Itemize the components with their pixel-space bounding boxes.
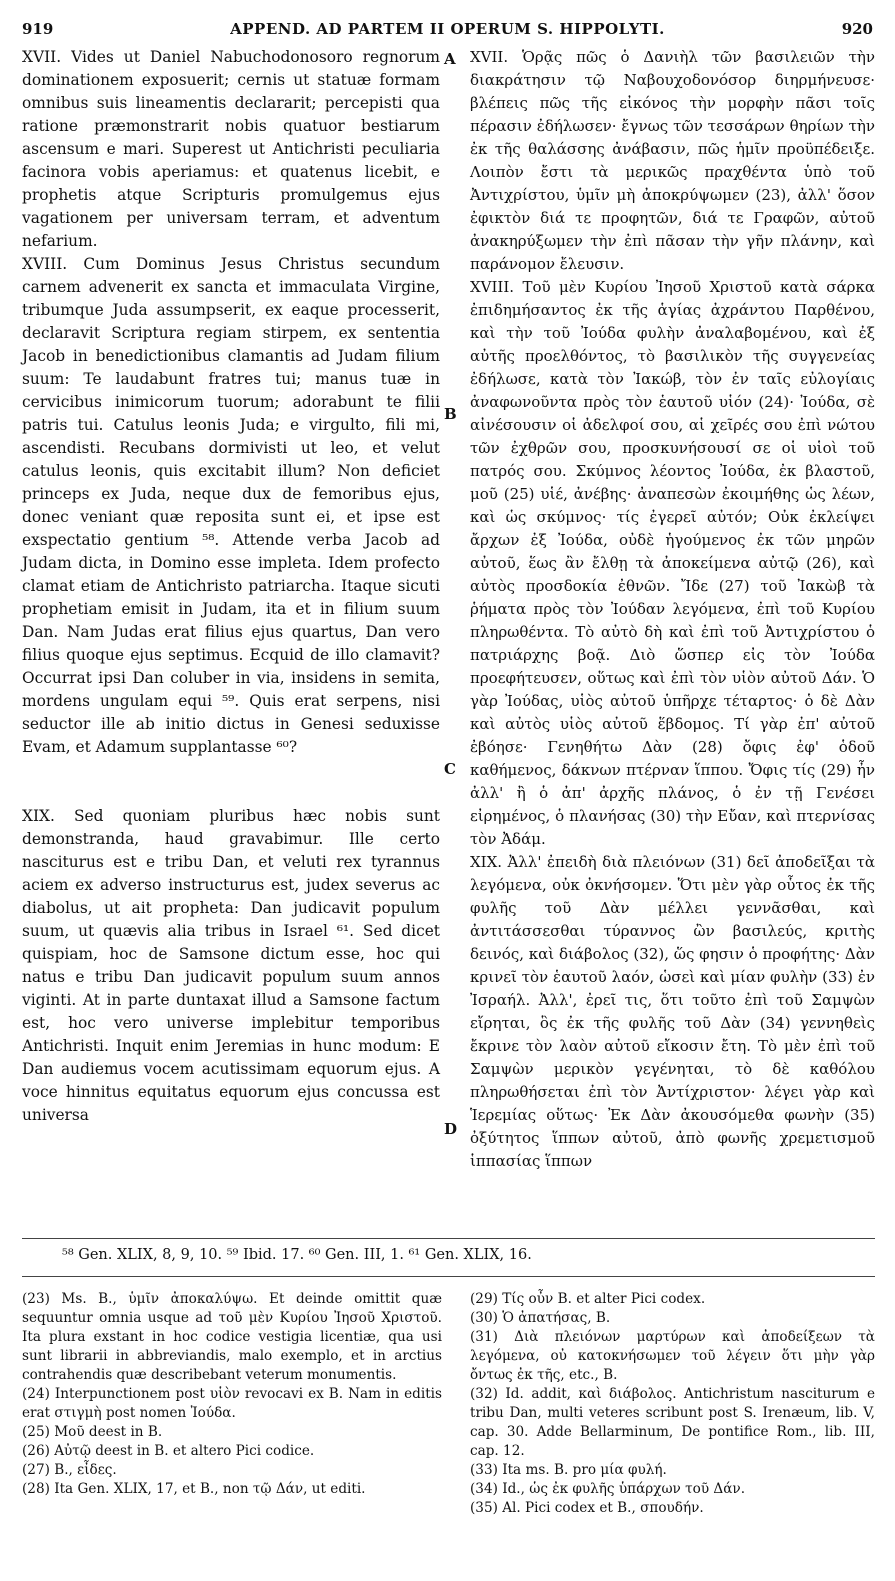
page-number-left: 919 xyxy=(22,20,54,38)
note-33: (33) Ita ms. B. pro μία φυλή. xyxy=(470,1462,667,1478)
latin-column xyxy=(22,46,440,1127)
note-28: (28) Ita Gen. XLIX, 17, et B., non τῷ Δάν, ut editi. xyxy=(22,1481,366,1497)
greek-paragraph-xix: XIX. Ἀλλ' ἐπειδὴ διὰ πλειόνων (31) δεῖ ἀποδεῖξαι τὰ λεγόμενα, οὐκ ὀκνήσομεν. Ὅτι μὲν γὰρ οὗτος ἐκ τῆς φυλῆς τοῦ Δὰν μέλλει γεννᾶσθαι, καὶ ἀντιτάσσεσθαι τύραννος ὢν βασιλεύς, κριτὴς δεινός, καὶ διάβολος (32), ὥς φησιν ὁ προφήτης· Δὰν κρινεῖ τὸν ἑαυτοῦ λαόν, ὡσεὶ καὶ μίαν φυλὴν (33) ἐν Ἰσραήλ. Ἀλλ', ἐρεῖ τις, ὅτι τοῦτο ἐπὶ τοῦ Σαμψὼν εἴρηται, ὃς ἐκ τῆς φυλῆς τοῦ Δὰν (34) γεννηθεὶς ἔκρινε τὸν λαὸν αὐτοῦ εἴκοσιν ἔτη. Τὸ μὲν ἐπὶ τοῦ Σαμψὼν μερικὸν γεγένηται, τὸ δὲ καθόλου πληρωθήσεται ἐπὶ τὸν Ἀντίχριστον· λέγει γὰρ καὶ Ἱερεμίας οὕτως· Ἐκ Δὰν ἀκουσόμεθα φωνὴν (35) ὀξύτητος ἵππων αὐτοῦ, ἀπὸ φωνῆς χρεμετισμοῦ ἱππασίας ἵππων xyxy=(470,853,875,1170)
notes-left-column xyxy=(22,1290,442,1499)
latin-paragraph-xviii: XVIII. Cum Dominus Jesus Christus secundum carnem advenerit ex sancta et immaculata Virgine, tribumque Juda assumpserit, ex eaque processerit, declaravit Scriptura regiam stirpem, ex sententia Jacob in benedictionibus clamantis ad Judam filium suum: Te laudabunt fratres tui; manus tuæ in cervicibus inimicorum tuorum; adorabunt te filii patris tui. Catulus leonis Juda; e virgulto, fili mi, ascendisti. Recubans dormivisti ut leo, et velut catulus leonis, quis excitabit illum? Non deficiet princeps ex Juda, neque dux de femoribus ejus, donec veniant quæ reposita sunt ei, et ipse est exspectatio gentium ⁵⁸. Attende verba Jacob ad Judam dicta, in Domino esse impleta. Idem profecto clamat etiam de Antichristo patriarcha. Itaque sicuti prophetiam emisit in Judam, ita et in filium suum Dan. Nam Judas erat filius ejus quartus, Dan vero filius quoque ejus septimus. Ecquid de illo clamavit? Occurrat ipsi Dan coluber in via, insidens in semita, mordens ungulam equi ⁵⁹. Quis erat serpens, nisi seductor ille ab initio dictus in Genesi seduxisse Evam, et Adamum supplantasse ⁶⁰? xyxy=(22,255,440,756)
note-25: (25) Μοῦ deest in B. xyxy=(22,1424,163,1440)
note-26: (26) Αὐτῷ deest in B. et altero Pici codice. xyxy=(22,1443,315,1459)
note-31: (31) Διὰ πλειόνων μαρτύρων καὶ ἀποδείξεων τὰ λεγόμενα, οὐ κατοκνήσωμεν τοῦ λέγειν ὅτι μὴν γὰρ ὄντως ἐκ τῆς, etc., B. xyxy=(470,1329,875,1383)
note-23: (23) Ms. B., ὑμῖν ἀποκαλύψω. Et deinde omittit quæ sequuntur omnia usque ad τοῦ μὲν Κυρίου Ἰησοῦ Χριστοῦ. Ita plura exstant in hoc codice vestigia licentiæ, qua usi sunt librarii in abbreviandis, malo exemplo, et in arctius contrahendis quæ describebant veterum monumentis. xyxy=(22,1291,442,1383)
greek-paragraph-xviii: XVIII. Τοῦ μὲν Κυρίου Ἰησοῦ Χριστοῦ κατὰ σάρκα ἐπιδημήσαντος ἐκ τῆς ἁγίας ἀχράντου Παρθένου, καὶ τὴν τοῦ Ἰούδα φυλὴν ἀναλαβομένου, καὶ ἐξ αὐτῆς προελθόντος, τὸ βασιλικὸν τῆς συγγενείας ἐδήλωσε, κατὰ τὸν Ἰακώβ, τὸν ἐν ταῖς εὐλογίαις ἀναφωνοῦντα πρὸς τὸν ἑαυτοῦ υἱόν (24)· Ἰούδα, σὲ αἰνέσουσιν οἱ ἀδελφοί σου, αἱ χεῖρές σου ἐπὶ νώτου τῶν ἐχθρῶν σου, προσκυνήσουσί σε οἱ υἱοὶ τοῦ πατρός σου. Σκύμνος λέοντος Ἰούδα, ἐκ βλαστοῦ, μοῦ (25) υἱέ, ἀνέβης· ἀναπεσὼν ἐκοιμήθης ὡς λέων, καὶ ὡς σκύμνος· τίς ἐγερεῖ αὐτόν; Οὐκ ἐκλείψει ἄρχων ἐξ Ἰούδα, οὐδὲ ἡγούμενος ἐκ τῶν μηρῶν αὐτοῦ, ἕως ἂν ἔλθῃ τὰ ἀποκείμενα αὐτῷ (26), καὶ αὐτὸς προσδοκία ἐθνῶν. Ἴδε (27) τοῦ Ἰακὼβ τὰ ῥήματα πρὸς τὸν Ἰούδαν λεγόμενα, ἐπὶ τοῦ Κυρίου πληρωθέντα. Τὸ αὐτὸ δὴ καὶ ἐπὶ τοῦ Ἀντιχρίστου ὁ πατριάρχης βοᾷ. Διὸ ὥσπερ εἰς τὸν Ἰούδα προεφήτευσεν, οὕτως καὶ ἐπὶ τὸν υἱὸν αὐτοῦ Δάν. Ὁ γὰρ Ἰούδας, υἱὸς αὐτοῦ ὑπῆρχε τέταρτος· ὁ δὲ Δὰν καὶ αὐτὸς υἱὸς αὐτοῦ ἕβδομος. Τί γὰρ ἐπ' αὐτοῦ ἐβόησε· Γενηθήτω Δὰν (28) ὄφις ἐφ' ὁδοῦ καθήμενος, δάκνων πτέρναν ἵππου. Ὄφις τίς (29) ἦν ἀλλ' ἢ ὁ ἀπ' ἀρχῆς πλάνος, ὁ ἐν τῇ Γενέσει εἰρημένος, ὁ πλανήσας (30) τὴν Εὔαν, καὶ πτερνίσας τὸν Ἀδάμ. xyxy=(470,278,875,848)
scripture-references: ⁵⁸ Gen. XLIX, 8, 9, 10. ⁵⁹ Ibid. 17. ⁶⁰ Gen. III, 1. ⁶¹ Gen. XLIX, 16. xyxy=(62,1247,532,1263)
note-24: (24) Interpunctionem post υἱὸν revocavi ex B. Nam in editis erat στιγμὴ post nomen Ἰούδα. xyxy=(22,1386,442,1421)
margin-letter-a: A xyxy=(444,50,456,68)
notes-rule xyxy=(22,1276,875,1277)
margin-letter-d: D xyxy=(444,1120,458,1138)
greek-paragraph-xvii: XVII. Ὁρᾷς πῶς ὁ Δανιὴλ τῶν βασιλειῶν τὴν διακράτησιν τῷ Ναβουχοδονόσορ διηρμήνευσε· βλέπεις πῶς τῆς εἰκόνος τὴν μορφὴν πᾶσι τοῖς πέρασιν ἐδήλωσεν· ἔγνως τῶν τεσσάρων θηρίων τὴν ἐκ τῆς θαλάσσης ἀνάβασιν, πῶς ἡμῖν προϋπέδειξε. Λοιπὸν ἔστι τὰ μερικῶς πραχθέντα ὑπὸ τοῦ Ἀντιχρίστου, ὑμῖν μὴ ἀποκρύψωμεν (23), ἀλλ' ὅσον ἐφικτὸν διά τε προφητῶν, διά τε Γραφῶν, αὐτοῦ ἀνακηρύξωμεν τὴν ἐπὶ πᾶσαν τὴν γῆν πλάνην, καὶ παράνομον ἔλευσιν. xyxy=(470,48,875,273)
margin-letter-c: C xyxy=(444,760,456,778)
note-30: (30) Ὁ ἀπατήσας, B. xyxy=(470,1310,611,1326)
running-header xyxy=(22,20,873,40)
notes-right-column xyxy=(470,1290,875,1518)
note-34: (34) Id., ὡς ἐκ φυλῆς ὑπάρχων τοῦ Δάν. xyxy=(470,1481,746,1497)
note-27: (27) B., εἶδες. xyxy=(22,1462,117,1478)
greek-column xyxy=(470,46,875,1173)
margin-letter-b: B xyxy=(444,405,457,423)
page-number-right: 920 xyxy=(841,20,873,38)
latin-paragraph-xix: XIX. Sed quoniam pluribus hæc nobis sunt demonstranda, haud gravabimur. Ille certo nasciturus est e tribu Dan, et veluti rex tyrannus aciem ex adverso instructurus est, judex severus ac diabolus, ut ait propheta: Dan judicavit populum suum, ut quævis alia tribus in Israel ⁶¹. Sed dicet quispiam, hoc de Samsone dictum esse, hoc qui natus e tribu Dan judicavit populum suum annos viginti. At in parte duntaxat illud a Samsone factum est, hoc vero universe implebitur temporibus Antichristi. Inquit enim Jeremias in hunc modum: E Dan audiemus vocem acutissimam equorum ejus. A voce hinnitus equitatus equorum ejus concussa est universa xyxy=(22,807,440,1124)
latin-paragraph-xvii: XVII. Vides ut Daniel Nabuchodonosoro regnorum dominationem exposuerit; cernis ut statuæ formam omnibus suis lineamentis declararit; percepisti qua ratione præmonstrarit nobis quatuor bestiarum ascensum e mari. Superest ut Antichristi peculiaria facinora vobis aperiamus: et quatenus licebit, e prophetis atque Scripturis promulgemus ejus vagationem per universam terram, et adventum nefarium. xyxy=(22,48,440,250)
column-footer-rule xyxy=(22,1238,875,1239)
note-29: (29) Τίς οὖν B. et alter Pici codex. xyxy=(470,1291,706,1307)
note-35: (35) Al. Pici codex et B., σπουδήν. xyxy=(470,1500,704,1516)
note-32: (32) Id. addit, καὶ διάβολος. Antichristum nasciturum e tribu Dan, multi veteres scribunt post S. Irenæum, lib. V, cap. 30. Adde Bellarminum, De pontifice Rom., lib. III, cap. 12. xyxy=(470,1386,875,1459)
running-title: APPEND. AD PARTEM II OPERUM S. HIPPOLYTI. xyxy=(230,20,665,38)
